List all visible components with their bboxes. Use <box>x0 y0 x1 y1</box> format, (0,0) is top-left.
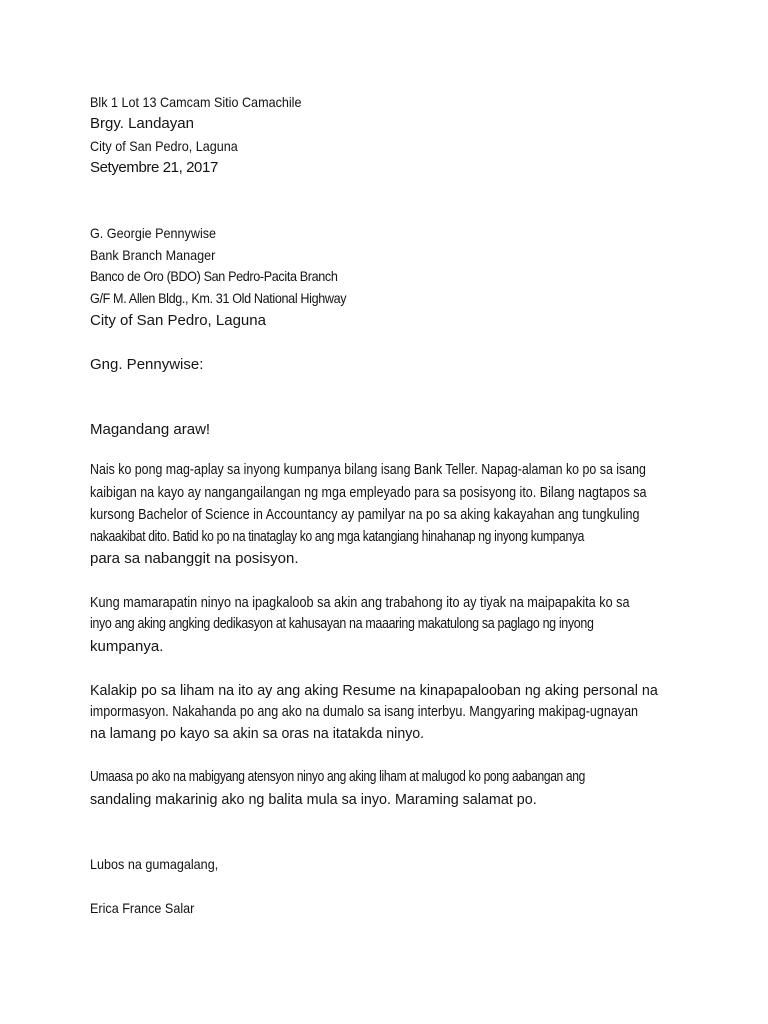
recipient-title: Bank Branch Manager <box>90 247 216 263</box>
letter-date: Setyembre 21, 2017 <box>90 159 218 176</box>
paragraph-line: Kung mamarapatin ninyo na ipagkaloob sa akin ang trabahong ito ay tiyak na maipapakita ko sa <box>90 595 630 611</box>
sender-address-line3: City of San Pedro, Laguna <box>90 138 238 154</box>
sender-address-line2: Brgy. Landayan <box>90 115 194 132</box>
paragraph-line: nakaakibat dito. Batid ko po na tinataglay ko ang mga katangiang hinahanap ng inyong kumpanya <box>90 529 584 545</box>
paragraph-line: kaibigan na kayo ay nangangailangan ng mga empleyado para sa posisyong ito. Bilang nagtapos sa <box>90 485 647 501</box>
greeting: Magandang araw! <box>90 421 211 438</box>
signature-name: Erica France Salar <box>90 900 195 916</box>
paragraph-line: na lamang po kayo sa akin sa oras na itatakda ninyo. <box>90 725 425 742</box>
recipient-company: Banco de Oro (BDO) San Pedro-Pacita Branch <box>90 268 338 284</box>
paragraph-line: para sa nabanggit na posisyon. <box>90 550 299 567</box>
sender-address-line1: Blk 1 Lot 13 Camcam Sitio Camachile <box>90 94 302 110</box>
recipient-address-line2: City of San Pedro, Laguna <box>90 312 266 329</box>
salutation: Gng. Pennywise: <box>90 356 204 373</box>
paragraph-line: kumpanya. <box>90 638 164 655</box>
paragraph-line: Kalakip po sa liham na ito ay ang aking Resume na kinapapalooban ng aking personal na <box>90 682 658 699</box>
closing: Lubos na gumagalang, <box>90 856 219 872</box>
paragraph-line: Umaasa po ako na mabigyang atensyon ninyo ang aking liham at malugod ko pong aabangan ang <box>90 769 586 785</box>
paragraph-line: impormasyon. Nakahanda po ang ako na dumalo sa isang interbyu. Mangyaring makipag-ugnayan <box>90 704 639 720</box>
paragraph-line: kursong Bachelor of Science in Accountancy ay pamilyar na po sa aking kakayahan ang tungkuling <box>90 507 640 523</box>
paragraph-line: sandaling makarinig ako ng balita mula sa inyo. Maraming salamat po. <box>90 791 537 808</box>
recipient-address-line1: G/F M. Allen Bldg., Km. 31 Old National Highway <box>90 290 347 306</box>
paragraph-line: inyo ang aking angking dedikasyon at kahusayan na maaaring makatulong sa paglago ng inyong <box>90 616 594 632</box>
recipient-name: G. Georgie Pennywise <box>90 225 217 241</box>
paragraph-line: Nais ko pong mag-aplay sa inyong kumpanya bilang isang Bank Teller. Napag-alaman ko po sa isang <box>90 462 646 478</box>
